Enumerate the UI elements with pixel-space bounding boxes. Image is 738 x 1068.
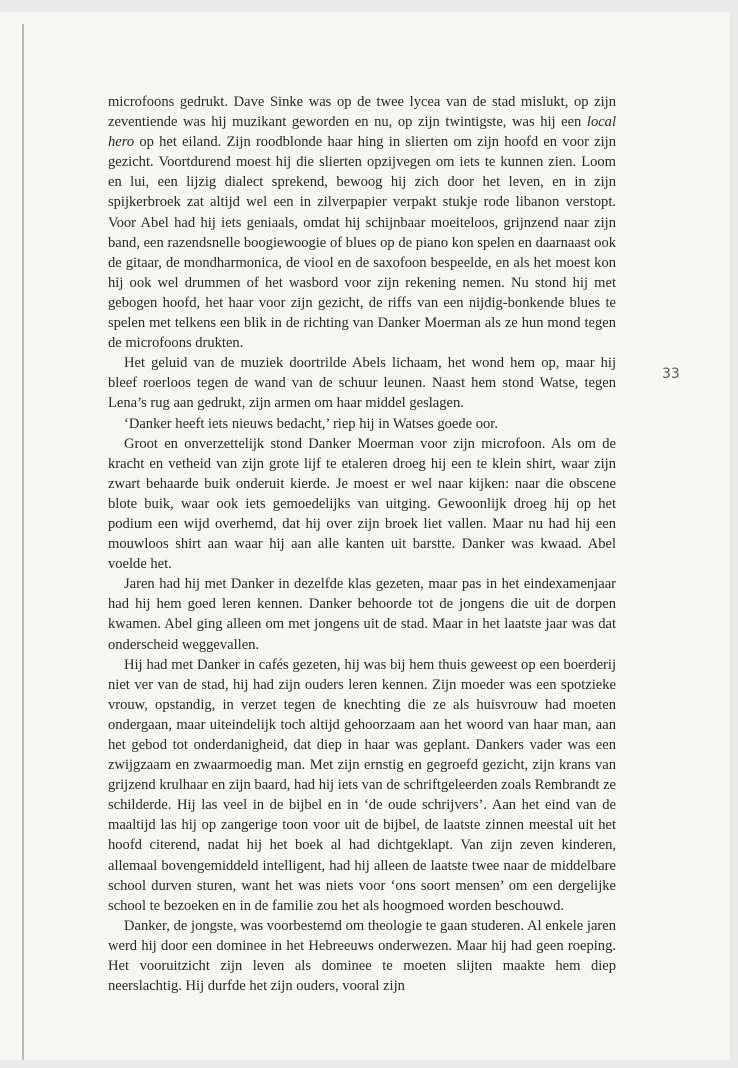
paragraph-2: Het geluid van de muziek doortrilde Abels lichaam, het wond hem op, maar hij bleef roerloos tegen de wand van de schuur leunen. Naast hem stond Watse, tegen Lena’s rug aan gedrukt, zijn armen om haar middel geslagen. xyxy=(108,355,616,412)
paragraph-5: Jaren had hij met Danker in dezelfde klas gezeten, maar pas in het eindexamenjaar had hij hem goed leren kennen. Danker behoorde tot de jongens die uit de dorpen kwamen. Abel ging alleen om met jongens uit de stad. Maar in het laatste jaar was dat onderscheid weggevallen. xyxy=(108,576,616,653)
paragraph-1: microfoons gedrukt. Dave Sinke was op de twee lycea van de stad mislukt, op zijn zeventiende was hij muzikant geworden en nu, op zijn twintigste, was hij een local hero op het eiland. Zijn roodblonde haar hing in slierten om zijn hoofd en voor zijn gezicht. Voortdurend moest hij die slierten opzijvegen om iets te kunnen zien. Loom en lui, een lijzig dialect sprekend, bewoog hij zich door het leven, en in zijn spijkerbroek zat altijd wel een in zilverpapier verpakt stukje rode libanon verstopt. Voor Abel had hij iets geniaals, omdat hij schijnbaar moeiteloos, grijnzend naar zijn band, een razendsnelle boogiewoogie of blues op de piano kon spelen en daarnaast ook de gitaar, de mondharmonica, de viool en de saxofoon bespeelde, en als het moest kon hij ook wel drummen of het wasbord voor zijn rekening nemen. Nu stond hij met gebogen hoofd, het haar voor zijn gezicht, de riffs van een nijdig-bonkende blues te spelen met telkens een blik in de richting van Danker Moerman als ze hun mond tegen de microfoons drukten. xyxy=(108,94,616,352)
body-text xyxy=(108,92,616,996)
emphasis-local-hero: local hero xyxy=(108,114,616,151)
page-number: 33 xyxy=(662,366,680,382)
book-page xyxy=(0,12,730,1060)
binding-line xyxy=(22,24,24,1060)
paragraph-6: Hij had met Danker in cafés gezeten, hij was bij hem thuis geweest op een boerderij niet ver van de stad, hij had zijn ouders leren kennen. Zijn moeder was een spotzieke vrouw, opstandig, in verzet tegen de knechting die ze als huisvrouw had moeten ondergaan, maar uiteindelijk toch altijd gehoorzaam aan het woord van haar man, aan het gebod tot onderdanigheid, dat diep in haar was geplant. Dankers vader was een zwijgzaam en zwaarmoedig man. Met zijn ernstig en gegroefd gezicht, zijn krans van grijzend krulhaar en zijn baard, had hij iets van de schriftgeleerden zoals Rembrandt ze schilderde. Hij las veel in de bijbel en in ‘de oude schrijvers’. Aan het eind van de maaltijd las hij op zangerige toon voor uit de bijbel, de laatste zinnen meestal uit het hoofd citerend, nadat hij het boek al had dichtgeklapt. Van zijn zeven kinderen, allemaal bovengemiddeld intelligent, had hij alleen de laatste twee naar de middelbare school durven sturen, want het was niets voor ‘ons soort mensen’ om een dergelijke school te bezoeken en in de familie zou het als hoogmoed worden beschouwd. xyxy=(108,656,616,914)
paragraph-7: Danker, de jongste, was voorbestemd om theologie te gaan studeren. Al enkele jaren werd hij door een dominee in het Hebreeuws onderwezen. Maar hij had geen roeping. Het vooruitzicht zijn leven als dominee te moeten slijten maakte hem diep neerslachtig. Hij durfde het zijn ouders, vooral zijn xyxy=(108,917,616,995)
paragraph-4: Groot en onverzettelijk stond Danker Moerman voor zijn microfoon. Als om de kracht en vetheid van zijn grote lijf te etaleren droeg hij een te klein shirt, waar zijn zwart behaarde buik onderuit kierde. Je moest er wel naar kijken: naar die obscene blote buik, waar ook iets gemoedelijks van uitging. Gewoonlijk droeg hij op het podium een wijd overhemd, dat hij over zijn broek liet vallen. Maar nu had hij een mouwloos shirt aan waar hij aan alle kanten uit barstte. Danker was kwaad. Abel voelde het. xyxy=(108,435,616,573)
paragraph-3: ‘Danker heeft iets nieuws bedacht,’ riep hij in Watses goede oor. xyxy=(124,415,498,432)
